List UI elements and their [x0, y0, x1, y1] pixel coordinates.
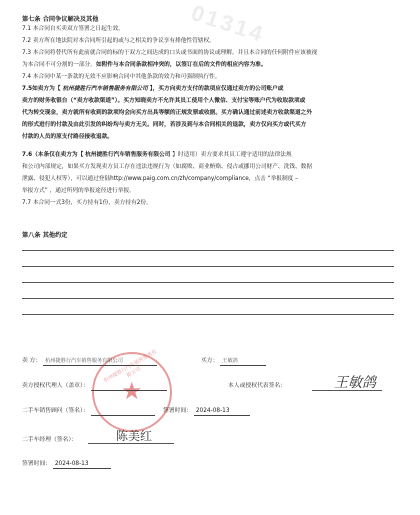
sign-time-value-2: 2024-08-13 [53, 460, 111, 469]
advisor-sign-line [91, 407, 155, 416]
sign-time-value-1: 2024-08-13 [194, 407, 250, 416]
buyer-signature-image: 王敏鸽 [334, 375, 376, 391]
advisor-row [22, 407, 155, 416]
manager-row [22, 436, 77, 444]
sign-time-row-2 [22, 460, 111, 469]
buyer-sign-label: 本人或授权代表签名： [228, 383, 286, 389]
buyer-signature-line [312, 390, 382, 391]
seller-agent-label: 卖方授权代理人（盖章）： [22, 383, 89, 389]
buyer-row [201, 357, 266, 366]
manager-label: 二手车经理（签名）： [22, 437, 78, 443]
clause-7-3-bold: 如附件与本合同条款相冲突的，以签订在后的文件的相应内容为准。 [95, 62, 267, 68]
seller-agent-row [22, 382, 167, 391]
clause-7-5-line4: 的形式进行的付款及由此引发的纠纷均与卖方无关。同时，若涉及到与本合同相关的退款，卖方仅向买方或代买方 [22, 122, 307, 128]
watermark: 01314 [188, 0, 269, 48]
seal-star-icon: ★ [121, 377, 143, 405]
clause-7-6-line2: 和公司内部规定，如果买方发现卖方员工存在违法违规行为（如腐败、商业贿赂、侵占或挪用公司财产、洗钱、数据 [22, 164, 313, 170]
advisor-label: 二手车销售顾问（签名）： [22, 408, 89, 414]
section7-title: 第七条 合同争议解决及其他 [22, 16, 99, 23]
sign-time-label-2: 签署时间： [22, 461, 51, 467]
section8-title: 第八条 其他约定 [22, 232, 68, 239]
clause-7-6-mid: 】时适用）卖方要求其员工遵守适用的法律法规 [172, 152, 292, 158]
buyer-sign-row [228, 382, 286, 390]
clause-7-2: 7.2 卖方所在地法院对本合同所引起的或与之相关的争议享有排他性管辖权。 [22, 38, 215, 44]
seller-value: 杭州捷胜行汽车销售服务有限公司 [43, 357, 157, 366]
blank-line-1 [22, 250, 394, 251]
seller-row [22, 357, 157, 366]
seal-text: 杭州捷胜行汽车销售服务有限公司 [103, 348, 158, 384]
clause-7-3-line1: 7.3 本合同将替代所有此前就合同的标的于双方之间达成的口头或书面的协议或理解。并且本合同的任何附件应该被视 [22, 50, 318, 56]
blank-line-5 [22, 314, 394, 315]
blank-line-4 [22, 298, 394, 299]
clause-7-7: 7.7 本合同一式3份，买方持有1份，卖方持有2份。 [22, 200, 152, 206]
sign-time-label-1: 签署时间： [163, 408, 192, 414]
clause-7-5-company: 杭州捷胜行汽车销售服务有限公司 [62, 86, 148, 92]
clause-7-6-line1 [22, 150, 292, 160]
clause-7-5-prefix: 7.5如卖方为【 [22, 86, 61, 92]
clause-7-4: 7.4 本合同中某一条款的无效不应影响合同中其他条款的效力和可强制执行性。 [22, 74, 221, 80]
clause-7-6-prefix: 7.6（本条仅在卖方为【 [22, 152, 84, 158]
clause-7-5-line5: 付款的人员的原支付路径接收退款。 [22, 134, 113, 140]
clause-7-5-line2: 卖方的财务收银台（“卖方收款渠道”）。买方知晓卖方不允许其员工使用个人微信、支付宝等账户代为收取款项或 [22, 98, 306, 104]
seller-label: 卖 方： [22, 358, 42, 364]
buyer-label: 买方： [201, 358, 219, 364]
manager-signature-image: 陈美红 [116, 429, 153, 443]
buyer-value: 王敏鸽 [220, 357, 266, 366]
manager-signature-line [88, 443, 174, 444]
blank-line-2 [22, 266, 394, 267]
sign-time-row-1 [163, 407, 250, 416]
clause-7-5-line3: 代为转交现金，卖方就所有收到的款项均会向买方出具等额的正规发票或收据。买方确认通过前述卖方收款渠道之外 [22, 110, 313, 116]
seller-agent-line [91, 382, 167, 391]
clause-7-3-line2 [22, 60, 267, 70]
clause-7-6-company: 杭州捷胜行汽车销售服务有限公司 [85, 152, 171, 158]
clause-7-5-line1 [22, 84, 283, 94]
clause-7-6-line3: 泄露、侵犯人权等），可以通过登陆http://www.paig.com.cn/zh/company/compliance，点击 “举报制度 – [22, 176, 298, 182]
clause-7-5-rest1: 】，买方向卖方支付的款项应仅通过卖方的公司账户或 [149, 86, 284, 92]
clause-7-3-text: 为本合同不可分割的一部分。 [22, 62, 96, 68]
blank-line-3 [22, 282, 394, 283]
clause-7-6-line4: 举报方式” ，通过所列的举报途径进行举报。 [22, 188, 135, 194]
clause-7-1: 7.1 本合同自买卖双方签署之日起生效。 [22, 26, 124, 32]
